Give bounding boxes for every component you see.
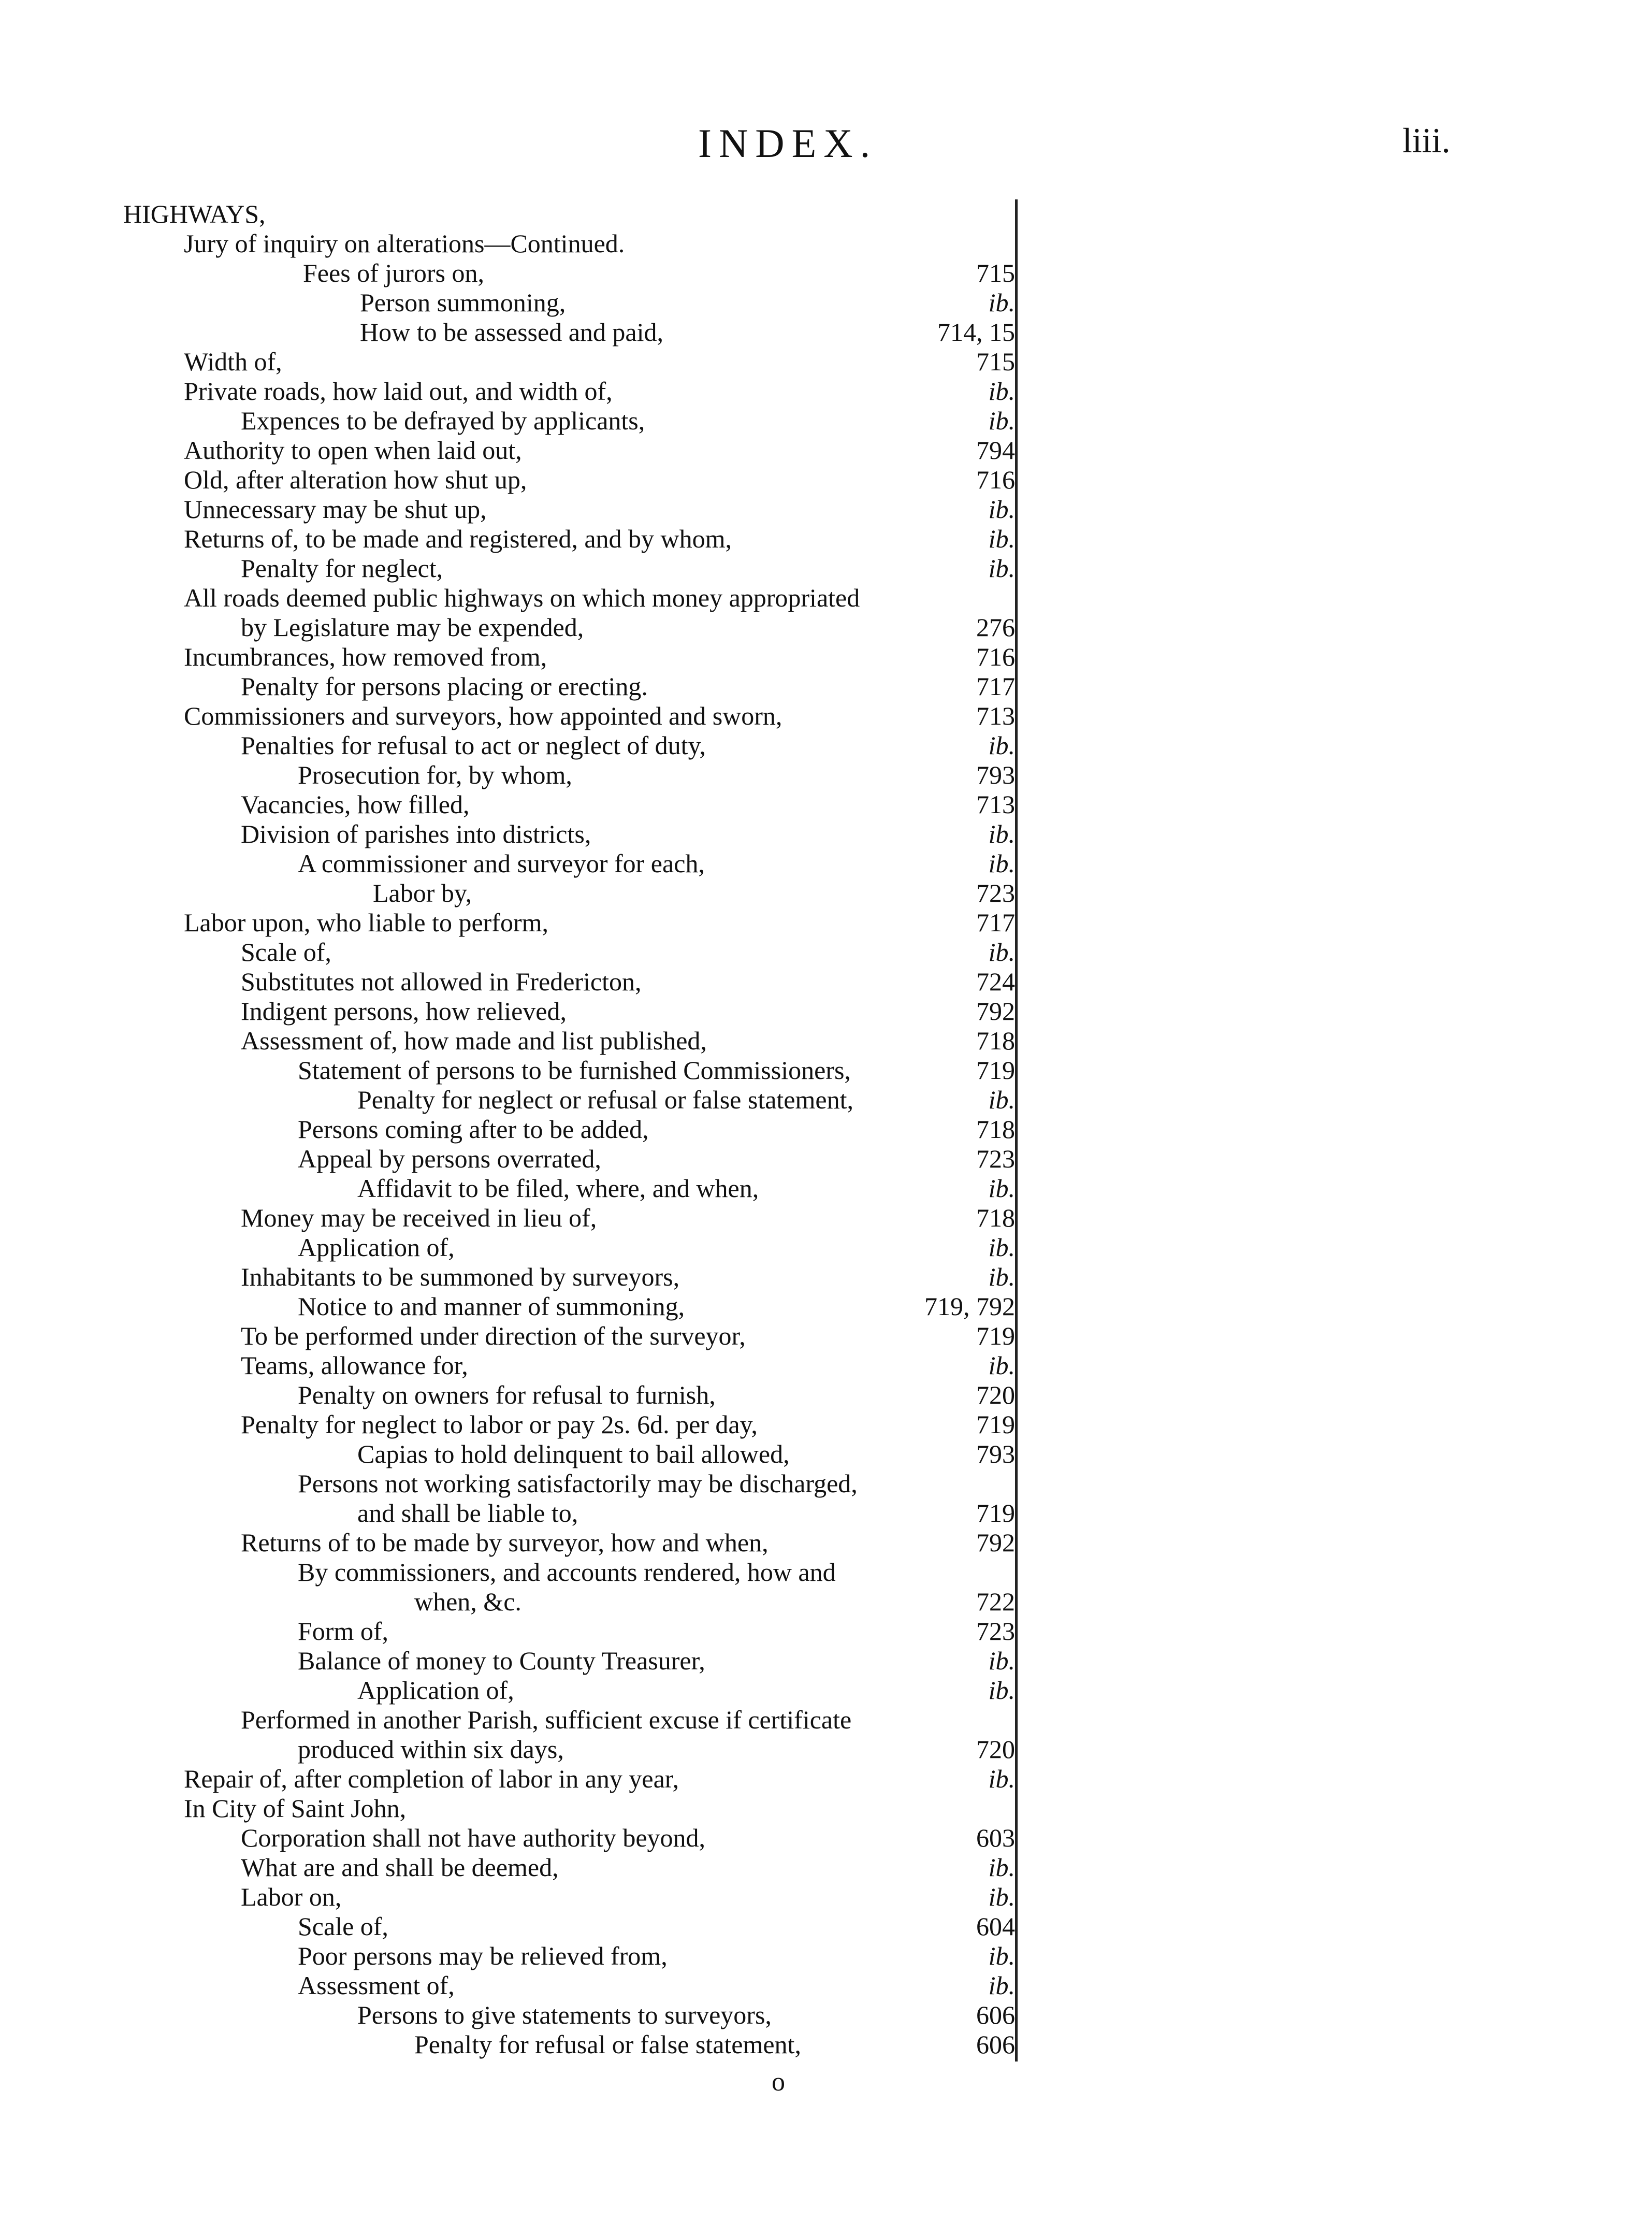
index-entry (0, 1912, 1015, 1941)
entry-text: Affidavit to be filed, where, and when, (357, 1174, 759, 1203)
entry-page-ref: 715 (976, 258, 1015, 287)
entry-text: Returns of, to be made and registered, and by whom, (184, 524, 732, 553)
entry-text: What are and shall be deemed, (241, 1853, 559, 1882)
entry-text: All roads deemed public highways on which money appropriated (184, 583, 860, 612)
index-entry (0, 1676, 1015, 1705)
entry-text: Poor persons may be relieved from, (298, 1941, 668, 1970)
entry-text: In City of Saint John, (184, 1794, 407, 1823)
index-entry (0, 199, 1015, 229)
index-entry (0, 2000, 1015, 2030)
index-title: INDEX. (698, 121, 878, 166)
entry-text: Width of, (184, 347, 282, 376)
index-entry (0, 347, 1015, 377)
index-entry (0, 1174, 1015, 1203)
entry-page-ref: 718 (976, 1026, 1015, 1055)
entry-page-ref: ib. (988, 938, 1015, 967)
index-entry (0, 583, 1015, 613)
index-entry (0, 1764, 1015, 1794)
entry-text: Appeal by persons overrated, (298, 1144, 601, 1173)
entry-page-ref: ib. (988, 1351, 1015, 1380)
index-entry (0, 1705, 1015, 1735)
index-entry (0, 1882, 1015, 1912)
entry-text: Statement of persons to be furnished Commissioners, (298, 1056, 851, 1085)
index-entry (0, 1233, 1015, 1262)
entry-text: Labor by, (373, 878, 472, 907)
index-entry (0, 790, 1015, 819)
entry-text: Assessment of, how made and list published, (241, 1026, 707, 1055)
entry-text: Penalty on owners for refusal to furnish, (298, 1380, 716, 1409)
entry-page-ref: 604 (976, 1912, 1015, 1941)
entry-page-ref: ib. (988, 1941, 1015, 1970)
index-entry (0, 1646, 1015, 1676)
entry-text: Penalty for persons placing or erecting. (241, 672, 648, 701)
entry-page-ref: ib. (988, 819, 1015, 848)
entry-page-ref: ib. (988, 1676, 1015, 1705)
index-entry (0, 2030, 1015, 2059)
entry-page-ref: 714, 15 (937, 318, 1015, 347)
index-entry (0, 1823, 1015, 1853)
entry-page-ref: 719 (976, 1498, 1015, 1527)
entry-text: Notice to and manner of summoning, (298, 1292, 685, 1321)
index-entry (0, 1115, 1015, 1144)
index-entry (0, 1203, 1015, 1233)
entry-text: Indigent persons, how relieved, (241, 997, 567, 1026)
index-entry (0, 1528, 1015, 1558)
entry-page-ref: ib. (988, 377, 1015, 406)
index-entry (0, 672, 1015, 701)
entry-page-ref: 716 (976, 465, 1015, 494)
index-entry (0, 1410, 1015, 1439)
entry-page-ref: 606 (976, 2000, 1015, 2029)
index-entry (0, 1026, 1015, 1056)
index-entry (0, 1735, 1015, 1764)
entry-text: Returns of to be made by surveyor, how and when, (241, 1528, 769, 1557)
entry-text: To be performed under direction of the surveyor, (241, 1321, 746, 1350)
index-entry (0, 613, 1015, 642)
index-entry (0, 938, 1015, 967)
entry-page-ref: ib. (988, 1764, 1015, 1793)
entry-page-ref: ib. (988, 1853, 1015, 1882)
entry-text: A commissioner and surveyor for each, (298, 849, 705, 878)
entry-page-ref: 720 (976, 1735, 1015, 1764)
index-entry (0, 997, 1015, 1026)
index-entry (0, 1498, 1015, 1528)
entry-page-ref: 792 (976, 1528, 1015, 1557)
index-entry (0, 377, 1015, 406)
entry-text: Penalty for neglect, (241, 554, 443, 583)
index-entry (0, 1941, 1015, 1971)
entry-text: Scale of, (298, 1912, 388, 1941)
signature-mark: o (772, 2067, 785, 2097)
entry-text: by Legislature may be expended, (241, 613, 584, 642)
entry-page-ref: 719, 792 (924, 1292, 1015, 1321)
entry-text: Expences to be defrayed by applicants, (241, 406, 645, 435)
entry-text: Money may be received in lieu of, (241, 1203, 597, 1232)
entry-page-ref: 719 (976, 1056, 1015, 1085)
index-entry (0, 436, 1015, 465)
entry-text: Persons coming after to be added, (298, 1115, 649, 1144)
entry-page-ref: 792 (976, 997, 1015, 1026)
entry-text: Penalties for refusal to act or neglect of duty, (241, 731, 706, 760)
entry-page-ref: ib. (988, 1882, 1015, 1911)
index-entry (0, 642, 1015, 672)
index-entry (0, 701, 1015, 731)
entry-page-ref: 793 (976, 1439, 1015, 1468)
index-entry (0, 554, 1015, 583)
entry-page-ref: ib. (988, 1646, 1015, 1675)
index-entry (0, 1262, 1015, 1292)
entry-page-ref: 716 (976, 642, 1015, 671)
entry-page-ref: 723 (976, 1617, 1015, 1646)
index-entry (0, 1469, 1015, 1498)
entry-page-ref: 723 (976, 1144, 1015, 1173)
entry-text: How to be assessed and paid, (360, 318, 663, 347)
entry-text: Scale of, (241, 938, 331, 967)
entry-text: Application of, (298, 1233, 455, 1262)
entry-text: Vacancies, how filled, (241, 790, 470, 819)
entry-text: Authority to open when laid out, (184, 436, 522, 465)
index-entry (0, 258, 1015, 288)
entry-page-ref: 719 (976, 1321, 1015, 1350)
entry-text: Private roads, how laid out, and width of, (184, 377, 613, 406)
entry-text: Substitutes not allowed in Fredericton, (241, 967, 642, 996)
entry-page-ref: 720 (976, 1380, 1015, 1409)
entry-page-ref: ib. (988, 1971, 1015, 2000)
entry-page-ref: ib. (988, 1262, 1015, 1291)
index-entry (0, 760, 1015, 790)
index-entry (0, 1971, 1015, 2000)
entry-text: Persons not working satisfactorily may be discharged, (298, 1469, 858, 1498)
index-entry (0, 1056, 1015, 1085)
entry-page-ref: 722 (976, 1587, 1015, 1616)
entry-text: Jury of inquiry on alterations—Continued. (184, 229, 625, 258)
entry-page-ref: 723 (976, 878, 1015, 907)
entry-page-ref: 793 (976, 760, 1015, 789)
index-entry (0, 819, 1015, 849)
entry-page-ref: ib. (988, 1085, 1015, 1114)
entry-text: Form of, (298, 1617, 388, 1646)
entry-text: Prosecution for, by whom, (298, 760, 572, 789)
entry-text: Person summoning, (360, 288, 566, 317)
entry-page-ref: 603 (976, 1823, 1015, 1852)
entry-page-ref: 717 (976, 672, 1015, 701)
entry-text: Inhabitants to be summoned by surveyors, (241, 1262, 680, 1291)
entry-page-ref: 276 (976, 613, 1015, 642)
index-entry (0, 1292, 1015, 1321)
entry-text: when, &c. (414, 1587, 521, 1616)
entry-page-ref: 724 (976, 967, 1015, 996)
index-entry (0, 1351, 1015, 1380)
entry-text: and shall be liable to, (357, 1498, 578, 1527)
entry-text: Application of, (357, 1676, 514, 1705)
index-entry (0, 465, 1015, 495)
page-number: liii. (1402, 121, 1451, 160)
entry-page-ref: ib. (988, 554, 1015, 583)
entry-text: Penalty for neglect or refusal or false statement, (357, 1085, 853, 1114)
entry-text: Labor upon, who liable to perform, (184, 908, 548, 937)
index-entry (0, 406, 1015, 436)
entry-text: Penalty for neglect to labor or pay 2s. 6d. per day, (241, 1410, 758, 1439)
entry-page-ref: ib. (988, 1174, 1015, 1203)
entry-page-ref: 713 (976, 701, 1015, 730)
entry-page-ref: 715 (976, 347, 1015, 376)
entry-text: Incumbrances, how removed from, (184, 642, 547, 671)
index-entry (0, 1085, 1015, 1115)
entry-text: Labor on, (241, 1882, 342, 1911)
index-entry (0, 1853, 1015, 1882)
entry-page-ref: ib. (988, 288, 1015, 317)
index-entry (0, 1380, 1015, 1410)
entry-text: Capias to hold delinquent to bail allowed, (357, 1439, 790, 1468)
entry-page-ref: ib. (988, 1233, 1015, 1262)
index-entry (0, 288, 1015, 318)
index-entry (0, 908, 1015, 938)
index-entry (0, 1794, 1015, 1823)
index-entry (0, 229, 1015, 258)
entry-text: Teams, allowance for, (241, 1351, 468, 1380)
entry-text: HIGHWAYS, (123, 199, 266, 228)
entry-text: Corporation shall not have authority beyond, (241, 1823, 706, 1852)
entry-text: Performed in another Parish, sufficient excuse if certificate (241, 1705, 852, 1734)
entry-page-ref: 713 (976, 790, 1015, 819)
index-entry (0, 1144, 1015, 1174)
index-entry (0, 1439, 1015, 1469)
entry-page-ref: ib. (988, 849, 1015, 878)
entry-text: Old, after alteration how shut up, (184, 465, 527, 494)
index-entry (0, 731, 1015, 760)
entry-page-ref: 717 (976, 908, 1015, 937)
index-entry (0, 524, 1015, 554)
entry-page-ref: ib. (988, 406, 1015, 435)
index-entry (0, 495, 1015, 524)
entry-text: By commissioners, and accounts rendered, how and (298, 1558, 836, 1587)
entry-page-ref: 719 (976, 1410, 1015, 1439)
index-entry (0, 967, 1015, 997)
entry-page-ref: 606 (976, 2030, 1015, 2059)
entry-text: Assessment of, (298, 1971, 455, 2000)
entry-page-ref: 718 (976, 1203, 1015, 1232)
index-entry (0, 878, 1015, 908)
entry-page-ref: ib. (988, 524, 1015, 553)
entry-text: Commissioners and surveyors, how appointed and sworn, (184, 701, 782, 730)
entry-page-ref: 794 (976, 436, 1015, 465)
entry-text: Balance of money to County Treasurer, (298, 1646, 705, 1675)
entry-text: Fees of jurors on, (303, 258, 484, 287)
entry-text: Penalty for refusal or false statement, (414, 2030, 801, 2059)
column-rule (1015, 199, 1018, 2062)
entry-text: Persons to give statements to surveyors, (357, 2000, 772, 2029)
entry-text: Unnecessary may be shut up, (184, 495, 487, 524)
entry-page-ref: ib. (988, 495, 1015, 524)
index-entry (0, 318, 1015, 347)
entry-text: produced within six days, (298, 1735, 564, 1764)
entry-text: Repair of, after completion of labor in any year, (184, 1764, 679, 1793)
entry-page-ref: ib. (988, 731, 1015, 760)
entry-page-ref: 718 (976, 1115, 1015, 1144)
entry-text: Division of parishes into districts, (241, 819, 591, 848)
index-entry (0, 1321, 1015, 1351)
index-entry (0, 1558, 1015, 1587)
index-entry (0, 849, 1015, 878)
index-entry (0, 1587, 1015, 1617)
index-entry (0, 1617, 1015, 1646)
